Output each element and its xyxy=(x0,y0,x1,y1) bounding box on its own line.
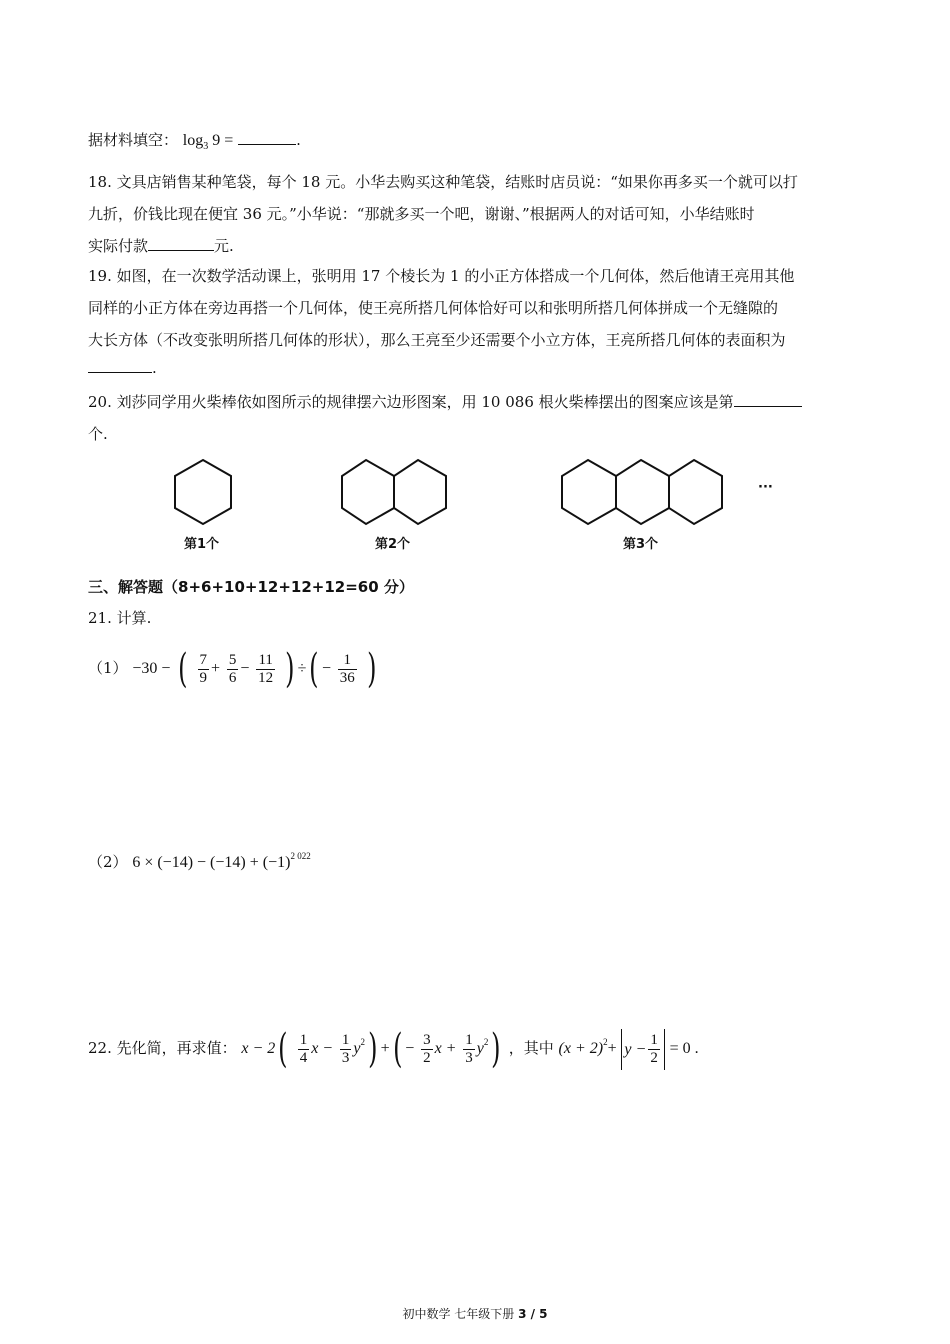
q19-line3: 大长方体（不改变张明所搭几何体的形状），那么王亮至少还需要个小立方体，王亮所搭几何体的表面积为 xyxy=(88,331,786,349)
section-title: 三、解答题（8+6+10+12+12+12=60 分） xyxy=(88,578,414,596)
fraction: $\frac{11}{12}$ xyxy=(258,651,274,686)
q20-line2: 个. xyxy=(88,425,108,443)
q18-line3: 实际付款 元. xyxy=(88,237,234,255)
fraction: $\frac{1}{36}$ xyxy=(339,651,355,686)
footer-text: 初中数学 七年级下册 xyxy=(402,1307,519,1321)
q18-line2: 九折，价钱比现在便宜 36 元。”小华说：“那就多买一个吧，谢谢、”根据两人的对话可知，小华结账时 xyxy=(88,205,755,223)
q18-line1: 18. 文具店销售某种笔袋，每个 18 元。小华去购买这种笔袋，结账时店员说：“如果你再多买一个就可以打 xyxy=(88,173,798,191)
fraction: $\frac{1}{3}$ xyxy=(465,1031,473,1066)
q17-expr: $\log_3 9$ = xyxy=(182,132,234,152)
page-number: 3 / 5 xyxy=(518,1307,548,1321)
page-footer xyxy=(0,1305,950,1322)
ellipsis: ··· xyxy=(758,480,773,495)
q17-text: 据材料填空： xyxy=(88,131,179,149)
q21-part2: （2） $6 \times (-14) - (-14) + (-1)^{2 022}$ xyxy=(88,851,311,871)
q19-line2: 同样的小正方体在旁边再搭一个几何体，使王亮所搭几何体恰好可以和张明所搭几何体拼成一个无缝隙的 xyxy=(88,299,779,317)
hexagon-1 xyxy=(175,460,231,524)
q22-line: 22. 先化简，再求值： x − 2( $\frac{1}{4}$ x − $\frac{1}{3}$ $y^2$) +( − $\frac{3}{2}$ x + $\frac{1}{3}$ $y^2$) ，其中 $(x + 2)^2+ y$ − $\frac{1}{2}$ = 0 . xyxy=(88,1026,699,1072)
fraction: $\frac{1}{4}$ xyxy=(299,1031,308,1066)
q17-blank xyxy=(238,130,296,145)
q19-line1: 19. 如图，在一次数学活动课上，张明用 17 个棱长为 1 的小正方体搭成一个几何体，然后他请王亮用其他 xyxy=(88,267,795,285)
fraction: $\frac{3}{2}$ xyxy=(423,1031,431,1066)
q18-blank xyxy=(148,236,214,251)
hexagon-3c xyxy=(669,460,722,524)
caption-2: 第2个 xyxy=(375,537,411,552)
fraction: $\frac{5}{6}$ xyxy=(228,651,237,686)
caption-3: 第3个 xyxy=(623,537,659,552)
q21-title: 21. 计算. xyxy=(88,609,152,627)
q21-part1: （1） −30 − ( $\frac{7}{9}$ + $\frac{5}{6}$ − $\frac{11}{12}$ ) ÷( − $\frac{1}{36}$ ) xyxy=(88,646,377,692)
hexagon-2a xyxy=(342,460,394,524)
caption-1: 第1个 xyxy=(184,537,220,552)
hexagon-2b xyxy=(394,460,446,524)
fraction: $\frac{7}{9}$ xyxy=(199,651,208,686)
hexagon-pattern-figure xyxy=(160,455,800,555)
hexagon-3a xyxy=(562,460,616,524)
q19-blank-line: . xyxy=(88,358,157,378)
q20-line1: 20. 刘莎同学用火柴棒依如图所示的规律摆六边形图案，用 10 086 根火柴棒摆出的图案应该是第 xyxy=(88,392,802,412)
q17-line: 据材料填空： $\log_3 9$ = . xyxy=(88,131,301,152)
fraction: $\frac{1}{2}$ xyxy=(650,1032,658,1066)
q19-blank xyxy=(88,358,152,373)
hexagon-3b xyxy=(616,460,669,524)
fraction: $\frac{1}{3}$ xyxy=(341,1031,350,1066)
q20-blank xyxy=(734,392,802,407)
